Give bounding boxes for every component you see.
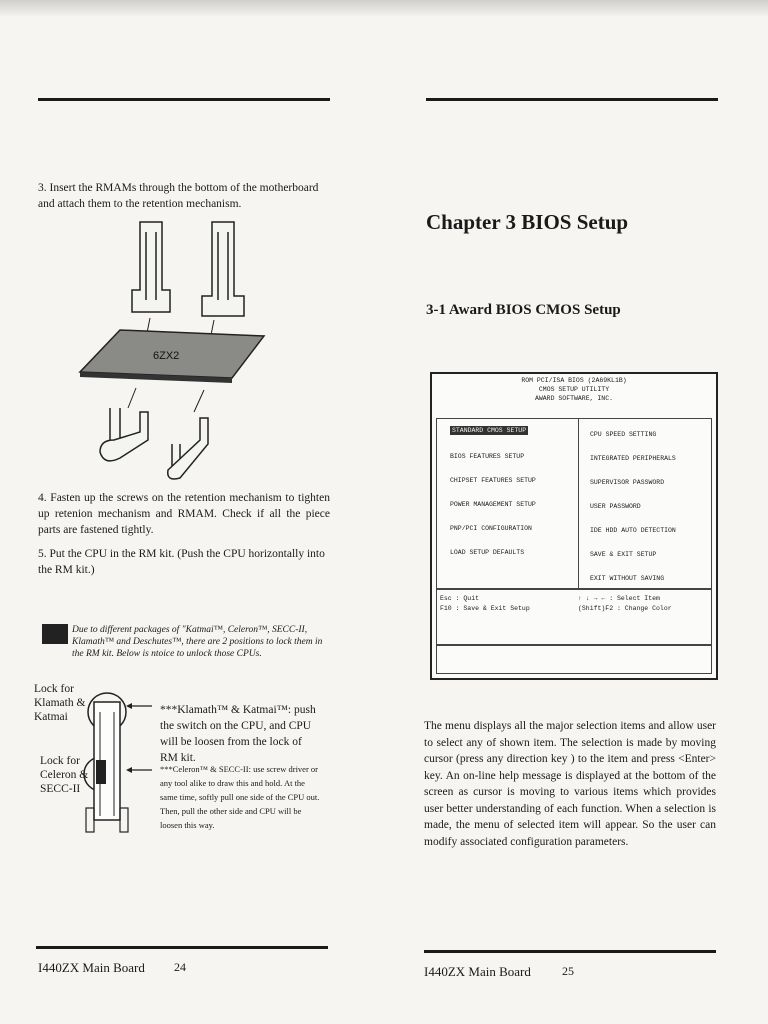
- chapter-title: Chapter 3 BIOS Setup: [426, 210, 629, 234]
- bios-header-line: ROM PCI/ISA BIOS (2A69KL1B): [521, 377, 627, 384]
- bios-key-shift-f2: (Shift)F2 : Change Color: [578, 605, 672, 612]
- bios-header-line: AWARD SOFTWARE, INC.: [534, 395, 613, 402]
- bios-help-panel: [436, 644, 712, 674]
- lock-celeron-label: Lock for Celeron & SECC-II: [40, 755, 89, 795]
- board-label: 6ZX2: [153, 350, 180, 362]
- bios-item-load-defaults[interactable]: LOAD SETUP DEFAULTS: [450, 549, 525, 556]
- bios-key-f10: F10 : Save & Exit Setup: [440, 605, 530, 612]
- bios-item-pnp-pci[interactable]: PNP/PCI CONFIGURATION: [450, 525, 532, 532]
- bios-item-user-password[interactable]: USER PASSWORD: [590, 503, 641, 510]
- step-4-text: 4. Fasten up the screws on the retention mechanism to tighten up retenion mechanism and RMAM. Check if all the piece parts are fastened tightly.: [38, 492, 330, 536]
- bios-item-ide-detection[interactable]: IDE HDD AUTO DETECTION: [590, 527, 676, 534]
- bios-item-cpu-speed[interactable]: CPU SPEED SETTING: [590, 431, 657, 438]
- page-number-right: 25: [562, 964, 574, 978]
- bios-divider: [578, 418, 579, 588]
- bios-key-arrows: ↑ ↓ → ← : Select Item: [578, 595, 660, 602]
- bios-item-exit-without-saving[interactable]: EXIT WITHOUT SAVING: [590, 575, 665, 582]
- celeron-instructions: ***Celeron™ & SECC-II: use screw driver or any tool alike to draw this and hold. At the same time, softly pull one side of the CPU out. Then, pull the other side and CPU will be loosen this way.: [160, 764, 320, 830]
- bios-item-bios-features[interactable]: BIOS FEATURES SETUP: [450, 453, 525, 460]
- footer-rule-left: [36, 946, 328, 949]
- section-title: 3-1 Award BIOS CMOS Setup: [426, 302, 621, 318]
- bios-screen: [430, 372, 718, 680]
- bios-item-save-exit[interactable]: SAVE & EXIT SETUP: [590, 551, 657, 558]
- footer-board-left: I440ZX Main Board: [38, 960, 145, 975]
- note-text: Due to different packages of "Katmai™, Celeron™, SECC-II, Klamath™ and Deschutes™, there are 2 positions to lock them in the RM kit. Below is ntoice to unlock those CPUs.: [72, 625, 323, 659]
- bios-item-standard-cmos[interactable]: STANDARD CMOS SETUP: [452, 427, 527, 434]
- header-rule-right: [426, 98, 718, 101]
- lock-klamath-label: Lock for Klamath & Katmai: [34, 683, 86, 723]
- bios-item-chipset-features[interactable]: CHIPSET FEATURES SETUP: [450, 477, 536, 484]
- footer-rule-right: [424, 950, 716, 953]
- footer-board-right: I440ZX Main Board: [424, 964, 531, 979]
- bios-item-supervisor-password[interactable]: SUPERVISOR PASSWORD: [590, 479, 665, 486]
- bios-item-power-management[interactable]: POWER MANAGEMENT SETUP: [450, 501, 536, 508]
- page-number-left: 24: [174, 960, 186, 974]
- step-5-text: 5. Put the CPU in the RM kit. (Push the CPU horizontally into the RM kit.): [38, 548, 325, 576]
- katmai-instructions: ***Klamath™ & Katmai™: push the switch on the CPU, and CPU will be loosen from the lock of RM kit.: [160, 704, 316, 764]
- step-3-text: 3. Insert the RMAMs through the bottom of the motherboard and attach them to the retention mechanism.: [38, 182, 319, 210]
- bios-key-esc: Esc : Quit: [440, 595, 480, 602]
- bios-header-line: CMOS SETUP UTILITY: [538, 386, 610, 393]
- bios-description: The menu displays all the major selection items and allow user to select any of shown item. The selection is made by moving cursor (press any direction key ) to the item and press <Enter> key. An on-line help message is displayed at the bottom of the screen as cursor is moving to various items which provides user better understanding of each function. When a selection is made, the menu of selected item will appear. So the user can modify associated configuration parameters.: [424, 720, 716, 848]
- bios-item-integrated-peripherals[interactable]: INTEGRATED PERIPHERALS: [590, 455, 676, 462]
- bios-header: [432, 376, 716, 403]
